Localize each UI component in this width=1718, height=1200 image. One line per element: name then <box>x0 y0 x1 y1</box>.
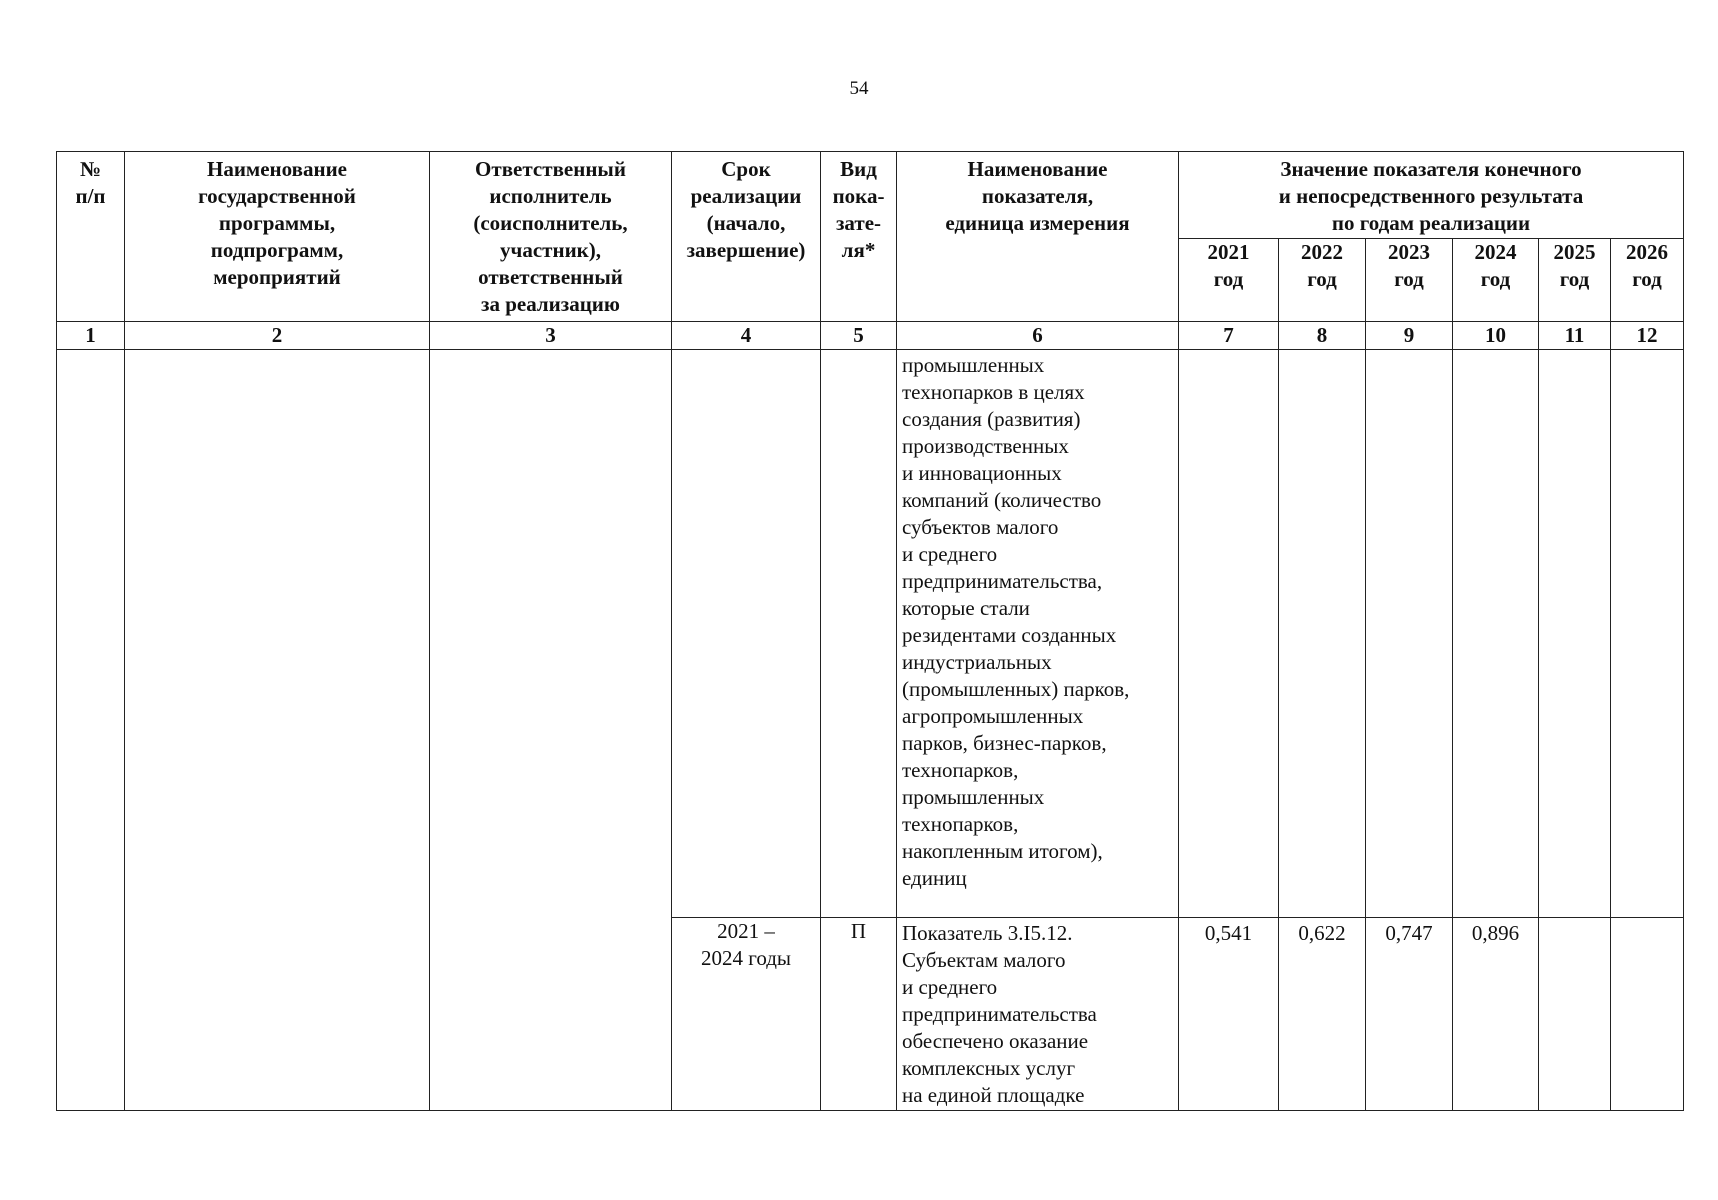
header-number: № п/п <box>57 152 125 322</box>
column-number: 4 <box>672 322 821 350</box>
header-year-2024: 2024 год <box>1453 239 1539 322</box>
indicator-table <box>56 151 1684 1111</box>
header-values-group: Значение показателя конечного и непосредственного результата по годам реализации <box>1179 152 1684 239</box>
cell-period: 2021 – 2024 годы <box>672 918 821 1111</box>
header-year-2021: 2021 год <box>1179 239 1279 322</box>
header-period: Срок реализации (начало, завершение) <box>672 152 821 322</box>
cell-value-2022: 0,622 <box>1279 918 1366 1111</box>
cell-value-2023: 0,747 <box>1366 918 1453 1111</box>
column-number: 1 <box>57 322 125 350</box>
column-number: 3 <box>430 322 672 350</box>
cell-value-2021 <box>1179 350 1279 918</box>
header-responsible: Ответственный исполнитель (соисполнитель, участник), ответственный за реализацию <box>430 152 672 322</box>
header-year-2022: 2022 год <box>1279 239 1366 322</box>
cell-indicator-name: промышленных технопарков в целях создания (развития) производственных и инновационных компаний (количество субъектов малого и среднего предпринимательства, которые стали резидентами созданных индустриальных (промышленных) парков, агропромышленных парков, бизнес-парков, технопарков, промышленных технопарков, накопленным итогом), единиц <box>897 350 1179 918</box>
cell-responsible <box>430 350 672 1111</box>
column-number: 2 <box>125 322 430 350</box>
cell-value-2022 <box>1279 350 1366 918</box>
cell-period <box>672 350 821 918</box>
page-number: 54 <box>849 78 869 99</box>
cell-value-2023 <box>1366 350 1453 918</box>
column-number: 10 <box>1453 322 1539 350</box>
header-program-name: Наименование государственной программы, подпрограмм, мероприятий <box>125 152 430 322</box>
cell-value-2026 <box>1611 918 1684 1111</box>
column-number: 8 <box>1279 322 1366 350</box>
column-number: 9 <box>1366 322 1453 350</box>
cell-indicator-name: Показатель 3.I5.12. Субъектам малого и среднего предпринимательства обеспечено оказание комплексных услуг на единой площадке <box>897 918 1179 1111</box>
column-number-row <box>57 322 1684 350</box>
column-number: 6 <box>897 322 1179 350</box>
header-year-2023: 2023 год <box>1366 239 1453 322</box>
table-row <box>57 350 1684 918</box>
header-indicator-type: Вид пока- зате- ля* <box>821 152 897 322</box>
cell-value-2024: 0,896 <box>1453 918 1539 1111</box>
cell-value-2024 <box>1453 350 1539 918</box>
cell-indicator-type <box>821 350 897 918</box>
header-indicator-name: Наименование показателя, единица измерения <box>897 152 1179 322</box>
cell-value-2025 <box>1539 918 1611 1111</box>
cell-number <box>57 350 125 1111</box>
column-number: 5 <box>821 322 897 350</box>
header-year-2026: 2026 год <box>1611 239 1684 322</box>
header-year-2025: 2025 год <box>1539 239 1611 322</box>
cell-value-2025 <box>1539 350 1611 918</box>
cell-program-name <box>125 350 430 1111</box>
cell-indicator-type: П <box>821 918 897 1111</box>
column-number: 7 <box>1179 322 1279 350</box>
column-number: 11 <box>1539 322 1611 350</box>
cell-value-2021: 0,541 <box>1179 918 1279 1111</box>
column-number: 12 <box>1611 322 1684 350</box>
cell-value-2026 <box>1611 350 1684 918</box>
